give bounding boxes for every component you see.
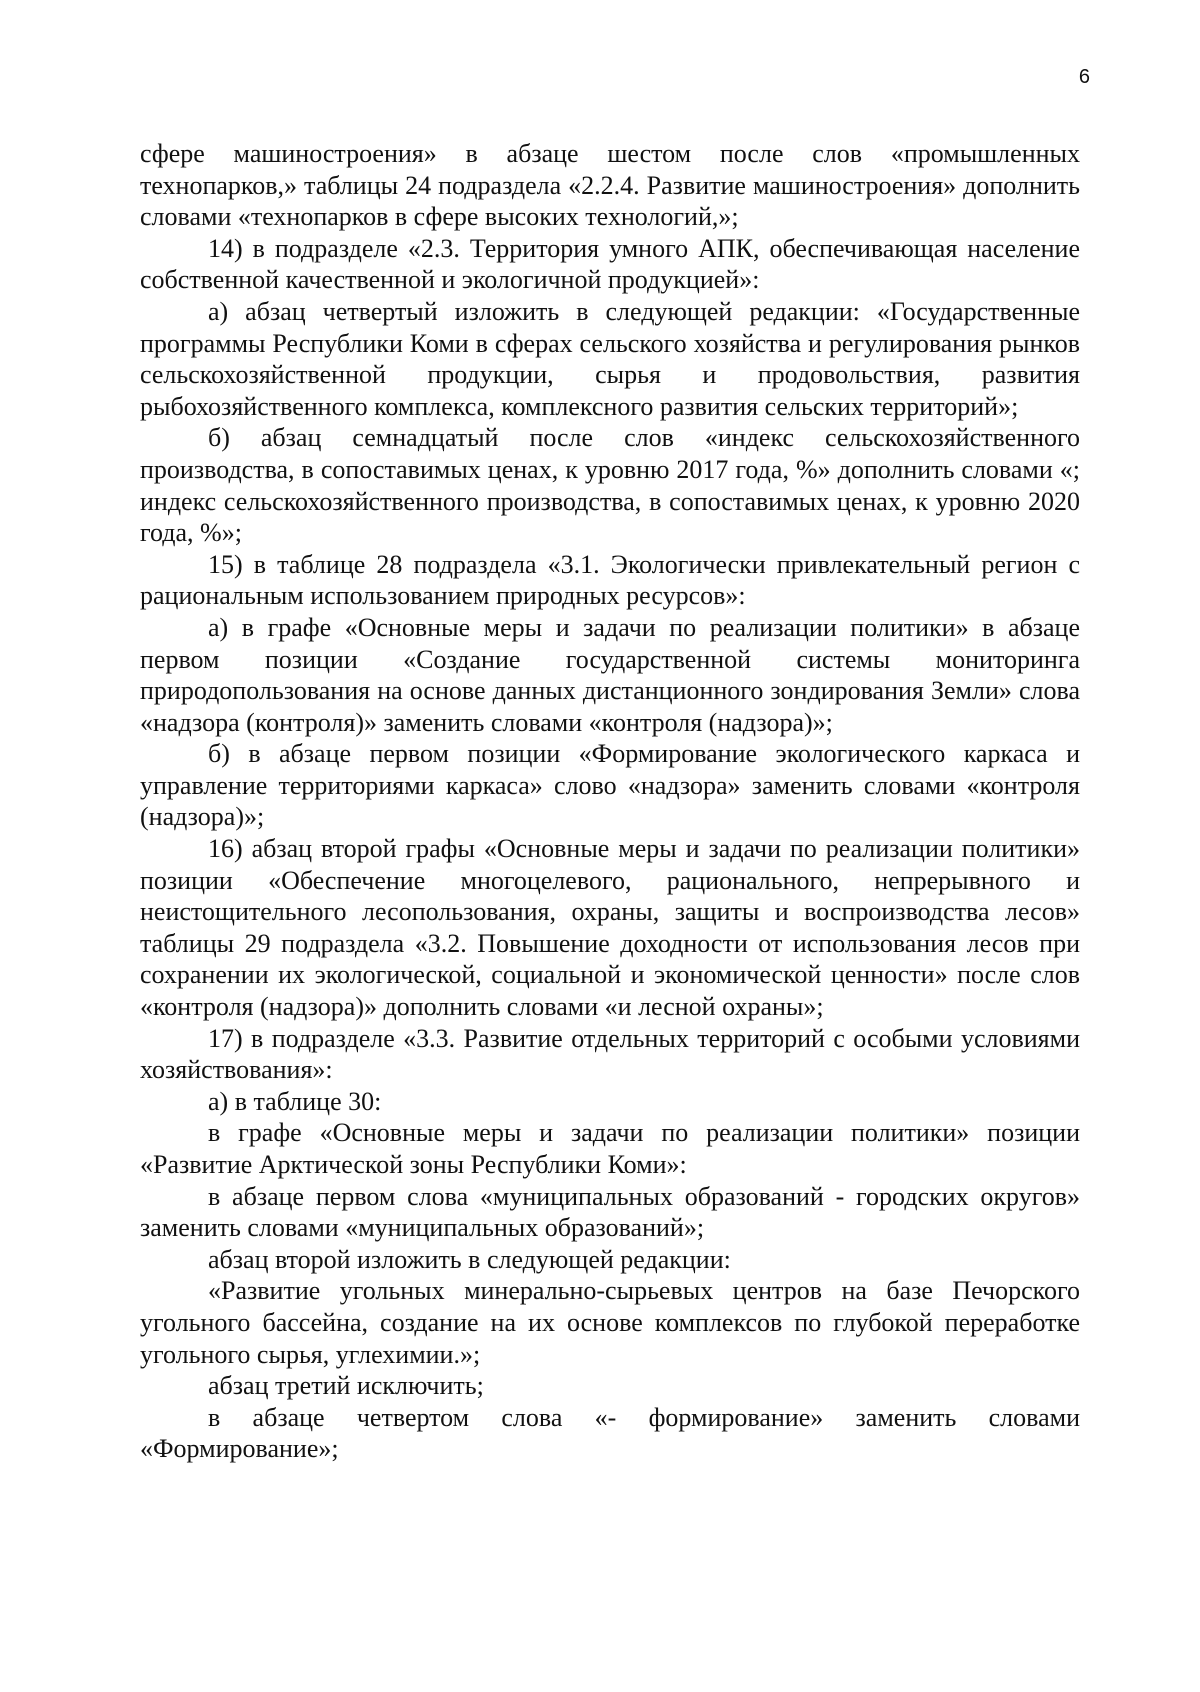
paragraph-10: а) в таблице 30: bbox=[208, 1086, 382, 1116]
paragraph-15: абзац третий исключить; bbox=[208, 1371, 484, 1401]
paragraph-4: б) абзац семнадцатый после слов «индекс сельскохозяйственного производства, в сопоставимых ценах, к уровню 2017 года, %» дополнить словами «; индекс сельскохозяйственного производства, в сопоставимых ценах, к уровню 2020 года, %»; bbox=[140, 423, 1080, 548]
page-number: 6 bbox=[1078, 66, 1090, 88]
paragraph-11: в графе «Основные меры и задачи по реализации политики» позиции «Развитие Арктической зоны Республики Коми»: bbox=[140, 1118, 1080, 1179]
paragraph-5: 15) в таблице 28 подраздела «3.1. Экологически привлекательный регион с рациональным использованием природных ресурсов»: bbox=[140, 549, 1080, 611]
paragraph-13: абзац второй изложить в следующей редакции: bbox=[208, 1244, 731, 1274]
paragraph-2: 14) в подразделе «2.3. Территория умного АПК, обеспечивающая население собственной качественной и экологичной продукцией»: bbox=[140, 233, 1080, 295]
paragraph-16: в абзаце четвертом слова «- формирование» заменить словами «Формирование»; bbox=[140, 1402, 1080, 1464]
paragraph-3: а) абзац четвертый изложить в следующей редакции: «Государственные программы Республики Коми в сферах сельского хозяйства и регулирования рынков сельскохозяйственной продукции, сырья и продовольствия, развития рыбохозяйственного комплекса, комплексного развития сельских территорий»; bbox=[140, 296, 1080, 421]
document-body bbox=[140, 138, 1080, 1465]
paragraph-8: 16) абзац второй графы «Основные меры и задачи по реализации политики» позиции «Обеспечение многоцелевого, рационального, непрерывного и неистощительного лесопользования, охраны, защиты и воспроизводства лесов» таблицы 29 подраздела «3.2. Повышение доходности от использования лесов при сохранении их экологической, социальной и экономической ценности» после слов «контроля (надзора)» дополнить словами «и лесной охраны»; bbox=[140, 834, 1080, 1022]
paragraph-9: 17) в подразделе «3.3. Развитие отдельных территорий с особыми условиями хозяйствования»: bbox=[140, 1023, 1080, 1085]
paragraph-1: сфере машиностроения» в абзаце шестом после слов «промышленных технопарков,» таблицы 24 подраздела «2.2.4. Развитие машиностроения» дополнить словами «технопарков в сфере высоких технологий,»; bbox=[140, 139, 1080, 232]
paragraph-7: б) в абзаце первом позиции «Формирование экологического каркаса и управление территориями каркаса» слово «надзора» заменить словами «контроля (надзора)»; bbox=[140, 739, 1080, 832]
paragraph-6: а) в графе «Основные меры и задачи по реализации политики» в абзаце первом позиции «Создание государственной системы мониторинга природопользования на основе данных дистанционного зондирования Земли» слова «надзора (контроля)» заменить словами «контроля (надзора)»; bbox=[140, 612, 1080, 737]
paragraph-12: в абзаце первом слова «муниципальных образований - городских округов» заменить словами «муниципальных образований»; bbox=[140, 1181, 1080, 1243]
paragraph-14: «Развитие угольных минерально-сырьевых центров на базе Печорского угольного бассейна, создание на их основе комплексов по глубокой переработке угольного сырья, углехимии.»; bbox=[140, 1276, 1080, 1369]
